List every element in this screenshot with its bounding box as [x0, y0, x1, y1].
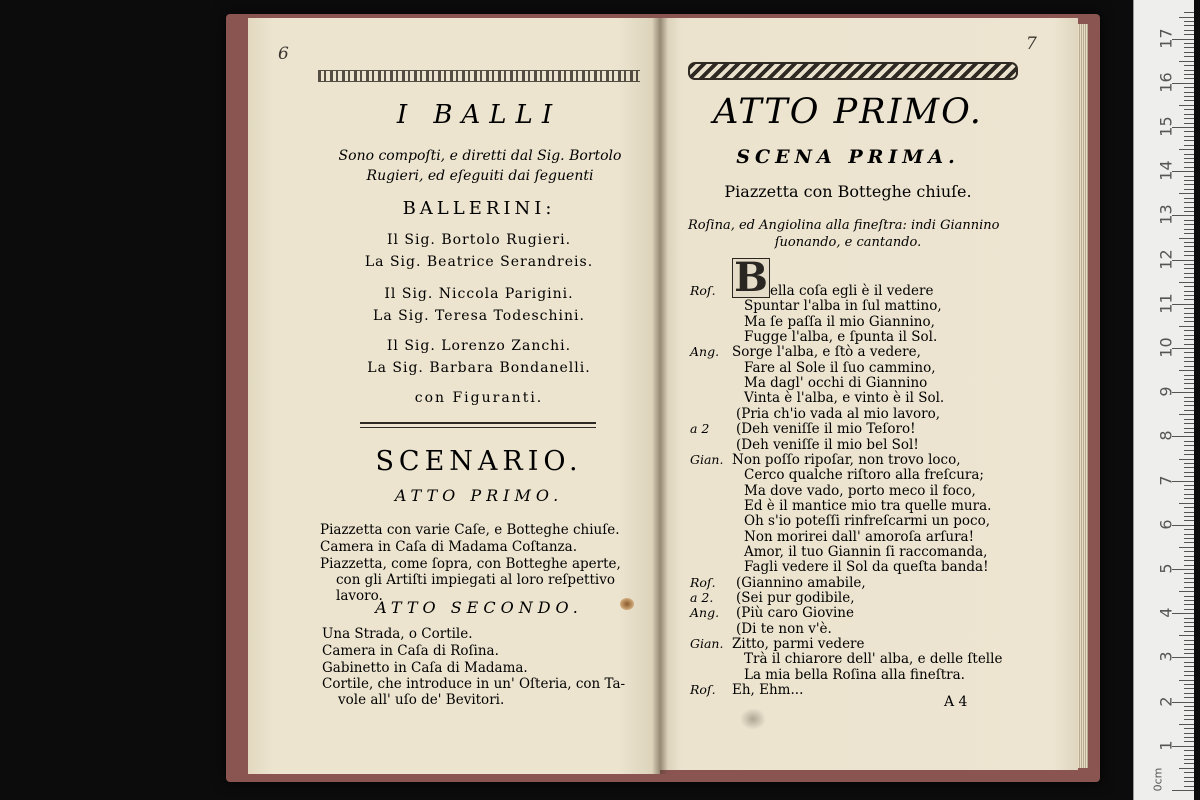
- ruler-tick: [1184, 65, 1194, 66]
- ruler-tick: [1184, 397, 1194, 398]
- ruler-tick: [1184, 118, 1194, 119]
- ruler-tick: [1184, 467, 1194, 468]
- ruler-unit-label: 0cm: [1151, 767, 1165, 792]
- ballerini-heading: BALLERINI:: [402, 198, 556, 219]
- dancer-entry: Il Sig. Niccola Parigini.: [384, 286, 574, 302]
- ruler-tick: [1184, 675, 1194, 676]
- dialogue-line: (Deh veniſſe il mio Teſoro!: [736, 421, 916, 438]
- scenario-title: SCENARIO.: [375, 446, 583, 477]
- ruler-tick: [1179, 61, 1194, 62]
- ruler-tick: [1179, 591, 1194, 592]
- ruler-tick: [1184, 750, 1194, 751]
- ruler-tick: [1184, 211, 1194, 212]
- ruler-tick: [1184, 136, 1194, 137]
- ruler-tick: [1184, 264, 1194, 265]
- ruler-tick: [1184, 154, 1194, 155]
- ruler-tick: [1184, 25, 1194, 26]
- dialogue-line: Cerco qualche riſtoro alla freſcura;: [744, 467, 984, 484]
- ruler-tick: [1184, 251, 1194, 252]
- dialogue-line: Spuntar l'alba in ſul mattino,: [744, 298, 942, 315]
- left-page-title: I BALLI: [396, 100, 562, 130]
- ruler-tick: [1179, 326, 1194, 327]
- dialogue-line: Amor, il tuo Giannin ſi raccomanda,: [744, 543, 988, 560]
- ruler-tick: [1184, 573, 1194, 574]
- ruler-tick: [1172, 790, 1194, 791]
- scene-list-item: Gabinetto in Caſa di Madama.: [322, 660, 528, 676]
- ruler-number: 2: [1156, 696, 1176, 707]
- ruler-number: 4: [1156, 607, 1176, 618]
- ruler-tick: [1184, 693, 1194, 694]
- ruler-tick: [1184, 763, 1194, 764]
- ruler-number: 1: [1156, 740, 1176, 751]
- ruler-tick: [1184, 772, 1194, 773]
- ruler-tick: [1184, 653, 1194, 654]
- ruler-tick: [1184, 162, 1194, 163]
- ruler-tick: [1184, 335, 1194, 336]
- ruler-tick: [1184, 423, 1194, 424]
- ruler-tick: [1184, 565, 1194, 566]
- book-gutter: [652, 18, 668, 774]
- dialogue-line: Zitto, parmi vedere: [732, 636, 865, 653]
- ruler-number: 16: [1156, 72, 1176, 93]
- ruler-number: 14: [1156, 160, 1176, 181]
- ruler-tick: [1184, 207, 1194, 208]
- ruler-tick: [1184, 609, 1194, 610]
- ruler-tick: [1184, 706, 1194, 707]
- dialogue-line: Oh s'io poteſſi rinfreſcarmi un poco,: [744, 513, 991, 530]
- ruler-tick: [1184, 202, 1194, 203]
- ruler-tick: [1184, 476, 1194, 477]
- ruler-tick: [1184, 158, 1194, 159]
- ruler-tick: [1184, 70, 1194, 71]
- dialogue-line: Trà il chiarore dell' alba, e delle ſtelle: [744, 651, 1003, 668]
- ruler-tick: [1184, 450, 1194, 451]
- ruler-tick: [1179, 282, 1194, 283]
- ruler-tick: [1184, 401, 1194, 402]
- ruler-tick: [1184, 733, 1194, 734]
- ruler-tick: [1184, 534, 1194, 535]
- ruler-tick: [1179, 238, 1194, 239]
- ruler-tick: [1184, 176, 1194, 177]
- ruler-tick: [1184, 688, 1194, 689]
- ruler-tick: [1184, 410, 1194, 411]
- ruler-tick: [1184, 560, 1194, 561]
- ruler-tick: [1184, 542, 1194, 543]
- ruler-number: 13: [1156, 204, 1176, 226]
- ruler-tick: [1184, 498, 1194, 499]
- ruler-tick: [1184, 781, 1194, 782]
- scene-heading: SCENA PRIMA.: [736, 146, 960, 168]
- dialogue-line: Fagli vedere il Sol da queſta banda!: [744, 559, 989, 576]
- ruler-tick: [1179, 105, 1194, 106]
- speaker-label: Gian.: [690, 636, 724, 652]
- dialogue-line: La mia bella Roſina alla fineſtra.: [744, 666, 965, 683]
- ruler-tick: [1184, 114, 1194, 115]
- decorated-initial: B: [732, 258, 770, 298]
- dancer-entry: La Sig. Beatrice Serandreis.: [364, 254, 594, 270]
- speaker-label: Ang.: [690, 344, 720, 360]
- dancer-entry: La Sig. Teresa Todeschini.: [373, 308, 585, 324]
- ruler-tick: [1184, 255, 1194, 256]
- figuranti-line: con Figuranti.: [414, 390, 544, 406]
- dialogue-line: Eh, Ehm...: [732, 682, 804, 699]
- ruler-tick: [1184, 246, 1194, 247]
- ruler-tick: [1184, 728, 1194, 729]
- ruler-tick: [1184, 357, 1194, 358]
- ruler-tick: [1184, 180, 1194, 181]
- scene-list-item: vole all' uſo de' Bevitori.: [338, 692, 505, 708]
- speaker-label: Roſ.: [690, 682, 716, 698]
- ruler-tick: [1184, 697, 1194, 698]
- dialogue-line: (Di te non v'è.: [736, 620, 832, 637]
- ruler-tick: [1184, 268, 1194, 269]
- scene-list-item: con gli Artiſti impiegati al loro reſpettivo: [336, 572, 615, 588]
- ruler-tick: [1179, 680, 1194, 681]
- ruler-tick: [1184, 485, 1194, 486]
- ink-smudge: [740, 708, 766, 730]
- ruler-tick: [1179, 414, 1194, 415]
- ruler-tick: [1184, 516, 1194, 517]
- dialogue-line: Fugge l'alba, e ſpunta il Sol.: [744, 329, 938, 346]
- page-edges: [1078, 24, 1088, 768]
- intro-line-2: Rugieri, ed eſeguiti dai ſeguenti: [366, 168, 594, 184]
- ruler-tick: [1184, 578, 1194, 579]
- ruler-tick: [1184, 662, 1194, 663]
- ruler-tick: [1184, 494, 1194, 495]
- ruler-tick: [1184, 551, 1194, 552]
- header-ornament-right: [688, 62, 1018, 80]
- speaker-label: Roſ.: [690, 283, 716, 298]
- ruler-tick: [1179, 459, 1194, 460]
- dialogue-line: Fare al Sole il ſuo cammino,: [744, 359, 936, 376]
- ruler-tick: [1184, 556, 1194, 557]
- ruler-tick: [1184, 123, 1194, 124]
- ruler-tick: [1184, 640, 1194, 641]
- dialogue-line: Non poſſo ripoſar, non trovo loco,: [732, 451, 961, 468]
- ruler-tick: [1184, 489, 1194, 490]
- ruler-tick: [1184, 12, 1194, 13]
- ruler-tick: [1184, 428, 1194, 429]
- ruler-tick: [1184, 405, 1194, 406]
- dialogue-line: Vinta è l'alba, e vinto è il Sol.: [744, 390, 945, 407]
- act-two-heading: ATTO SECONDO.: [375, 598, 583, 617]
- ruler-tick: [1184, 189, 1194, 190]
- dialogue-line: (Giannino amabile,: [736, 574, 866, 591]
- act-one-heading: ATTO PRIMO.: [394, 486, 564, 505]
- ruler-tick: [1184, 242, 1194, 243]
- speaker-label: Roſ.: [690, 574, 716, 590]
- ruler-tick: [1184, 454, 1194, 455]
- ruler-tick: [1184, 92, 1194, 93]
- dialogue-line: (Sei pur godibile,: [736, 590, 855, 606]
- dialogue-line: Ma dove vado, porto meco il foco,: [744, 482, 976, 499]
- ruler-tick: [1184, 388, 1194, 389]
- ruler-tick: [1184, 96, 1194, 97]
- ruler-number: 12: [1156, 248, 1176, 270]
- ruler-tick: [1184, 344, 1194, 345]
- ruler-tick: [1184, 321, 1194, 322]
- ruler-tick: [1184, 109, 1194, 110]
- ruler-tick: [1184, 352, 1194, 353]
- ruler-tick: [1184, 145, 1194, 146]
- ruler-number: 11: [1156, 293, 1176, 314]
- ruler-tick: [1184, 463, 1194, 464]
- ruler-tick: [1184, 21, 1194, 22]
- ruler-tick: [1184, 34, 1194, 35]
- ruler-tick: [1184, 131, 1194, 132]
- dialogue-line: Ed è il mantice mio tra quelle mura.: [744, 497, 992, 514]
- ruler-tick: [1184, 273, 1194, 274]
- ruler-tick: [1184, 441, 1194, 442]
- ruler-tick: [1179, 17, 1194, 18]
- dancer-entry: Il Sig. Lorenzo Zanchi.: [386, 338, 572, 354]
- ruler-tick: [1184, 618, 1194, 619]
- ruler-tick: [1184, 47, 1194, 48]
- ruler-tick: [1184, 308, 1194, 309]
- dialogue-line: Ma dagl' occhi di Giannino: [744, 375, 928, 392]
- ruler-tick: [1184, 140, 1194, 141]
- scene-list-item: lavoro.: [336, 588, 383, 604]
- dialogue-line: ella coſa egli è il vedere: [770, 283, 934, 299]
- dialogue-line: Sorge l'alba, e ſtò a vedere,: [732, 344, 921, 361]
- ruler-tick: [1184, 649, 1194, 650]
- ruler-tick: [1184, 30, 1194, 31]
- section-rule: [360, 427, 596, 428]
- speaker-label: a 2.: [690, 590, 714, 605]
- ruler-tick: [1184, 56, 1194, 57]
- ruler-number: 10: [1156, 337, 1176, 358]
- ruler-number: 3: [1156, 651, 1176, 662]
- ruler-tick: [1184, 291, 1194, 292]
- scene-list-item: Camera in Caſa di Madama Coſtanza.: [320, 539, 578, 555]
- ruler-tick: [1184, 52, 1194, 53]
- ruler-tick: [1184, 671, 1194, 672]
- ruler-tick: [1184, 220, 1194, 221]
- ruler-tick: [1184, 100, 1194, 101]
- dialogue-line: (Più caro Giovine: [736, 605, 854, 622]
- ruler-tick: [1184, 529, 1194, 530]
- ruler-tick: [1184, 339, 1194, 340]
- ruler-tick: [1184, 184, 1194, 185]
- ruler-tick: [1184, 626, 1194, 627]
- ruler-tick: [1179, 724, 1194, 725]
- scene-list-item: Piazzetta, come ſopra, con Botteghe aperte,: [320, 556, 621, 572]
- section-rule: [360, 422, 596, 424]
- ruler-number: 5: [1156, 563, 1176, 574]
- scene-list-item: Una Strada, o Cortile.: [322, 626, 473, 642]
- ruler-tick: [1184, 445, 1194, 446]
- ruler-tick: [1184, 759, 1194, 760]
- ruler-tick: [1184, 582, 1194, 583]
- intro-line-1: Sono compoſti, e diretti dal Sig. Bortolo: [338, 148, 622, 164]
- ruler-tick: [1184, 587, 1194, 588]
- speaker-label: a 2: [690, 421, 710, 437]
- scene-list-item: Cortile, che introduce in un' Oſteria, con Ta-: [322, 676, 626, 692]
- ruler-tick: [1184, 198, 1194, 199]
- ruler-tick: [1184, 43, 1194, 44]
- stage-direction: ſuonando, e cantando.: [774, 235, 922, 250]
- ruler-tick: [1184, 604, 1194, 605]
- header-ornament-left: [318, 70, 640, 82]
- ruler-number: 7: [1156, 475, 1176, 486]
- stage-direction: Roſina, ed Angiolina alla fineſtra: indi Giannino: [688, 218, 1000, 233]
- ruler-tick: [1184, 666, 1194, 667]
- ruler-tick: [1184, 78, 1194, 79]
- ruler-tick: [1184, 87, 1194, 88]
- page-number-right: 7: [1026, 34, 1037, 54]
- ruler-tick: [1179, 635, 1194, 636]
- ruler-tick: [1184, 596, 1194, 597]
- ruler-tick: [1179, 768, 1194, 769]
- ruler-tick: [1184, 737, 1194, 738]
- ruler-tick: [1184, 741, 1194, 742]
- ruler-tick: [1184, 512, 1194, 513]
- ruler-tick: [1184, 375, 1194, 376]
- act-title: ATTO PRIMO.: [713, 92, 983, 132]
- ruler-tick: [1184, 74, 1194, 75]
- ruler-tick: [1184, 715, 1194, 716]
- page-number-left: 6: [278, 44, 289, 64]
- dialogue-line: (Pria ch'io vada al mio lavoro,: [736, 405, 941, 422]
- ruler-tick: [1184, 299, 1194, 300]
- ruler-tick: [1184, 622, 1194, 623]
- ruler-tick: [1184, 233, 1194, 234]
- ruler-tick: [1179, 370, 1194, 371]
- ruler-tick: [1179, 149, 1194, 150]
- ruler-tick: [1184, 777, 1194, 778]
- ruler-number: 6: [1156, 519, 1176, 530]
- speaker-label: Ang.: [690, 605, 720, 621]
- ruler-number: 8: [1156, 430, 1176, 441]
- dancer-entry: La Sig. Barbara Bondanelli.: [367, 360, 591, 376]
- ruler-tick: [1184, 710, 1194, 711]
- ruler-tick: [1184, 313, 1194, 314]
- ruler-tick: [1184, 317, 1194, 318]
- ruler-tick: [1179, 547, 1194, 548]
- ruler-tick: [1184, 432, 1194, 433]
- ruler-tick: [1184, 277, 1194, 278]
- dancer-entry: Il Sig. Bortolo Rugieri.: [386, 232, 572, 248]
- ruler-tick: [1184, 229, 1194, 230]
- ruler-tick: [1179, 503, 1194, 504]
- ruler-tick: [1184, 786, 1194, 787]
- scene-list-item: Piazzetta con varie Caſe, e Botteghe chiuſe.: [320, 522, 620, 538]
- measuring-ruler: [1133, 0, 1194, 800]
- ruler-tick: [1184, 167, 1194, 168]
- ruler-tick: [1184, 361, 1194, 362]
- dialogue-line: Non morirei dall' amoroſa arſura!: [744, 528, 975, 545]
- ruler-tick: [1184, 383, 1194, 384]
- ruler-tick: [1184, 538, 1194, 539]
- ruler-tick: [1184, 507, 1194, 508]
- dialogue-line: (Deh veniſſe il mio bel Sol!: [736, 436, 919, 453]
- ruler-tick: [1184, 719, 1194, 720]
- ruler-number: 9: [1156, 386, 1176, 397]
- ruler-number: 17: [1156, 27, 1176, 49]
- ruler-tick: [1184, 330, 1194, 331]
- ruler-tick: [1184, 520, 1194, 521]
- ruler-tick: [1184, 224, 1194, 225]
- ruler-tick: [1184, 472, 1194, 473]
- scene-setting: Piazzetta con Botteghe chiuſe.: [724, 182, 972, 201]
- ruler-tick: [1184, 600, 1194, 601]
- speaker-label: Gian.: [690, 451, 724, 467]
- signature-mark: A 4: [944, 694, 968, 710]
- ruler-tick: [1184, 295, 1194, 296]
- ruler-tick: [1184, 379, 1194, 380]
- ruler-tick: [1179, 193, 1194, 194]
- ruler-tick: [1184, 631, 1194, 632]
- ruler-tick: [1184, 286, 1194, 287]
- ruler-tick: [1184, 419, 1194, 420]
- scene-list-item: Camera in Caſa di Roſina.: [322, 643, 499, 659]
- ruler-tick: [1184, 755, 1194, 756]
- dialogue-line: Ma ſe paſſa il mio Giannino,: [744, 313, 935, 330]
- ruler-tick: [1184, 366, 1194, 367]
- ruler-number: 15: [1156, 116, 1176, 137]
- ruler-tick: [1184, 684, 1194, 685]
- ruler-tick: [1184, 644, 1194, 645]
